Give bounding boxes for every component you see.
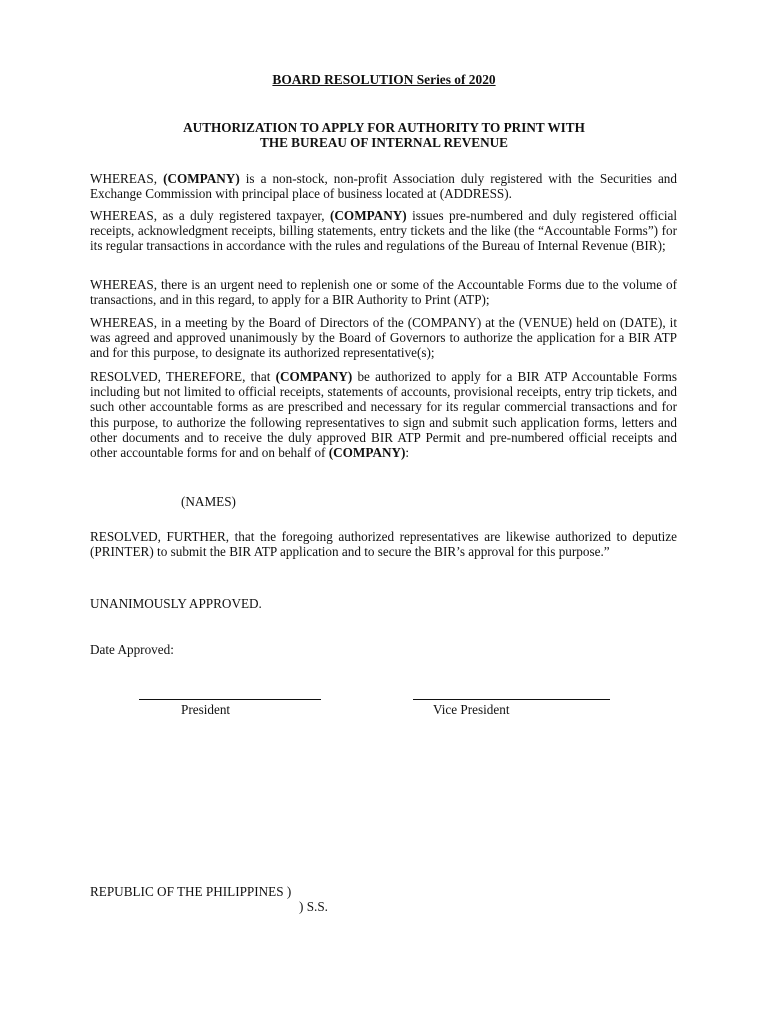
- p2-text-a: WHEREAS, as a duly registered taxpayer,: [90, 208, 331, 223]
- p1-text-c: is a non-stock, non-profit Association duly registered with the Securities and Exchange Commission with principal place of business located at (ADDRESS).: [90, 171, 677, 202]
- whereas-paragraph-2: [90, 208, 677, 254]
- p5-text-a: RESOLVED, THEREFORE, that: [90, 369, 276, 384]
- republic-venue: REPUBLIC OF THE PHILIPPINES ): [90, 884, 292, 899]
- p1-company: (COMPANY): [163, 171, 240, 186]
- president-signature-line: [139, 699, 321, 700]
- whereas-paragraph-3: WHEREAS, there is an urgent need to replenish one or some of the Accountable Forms due to the volume of transactions, and in this regard, to apply for a BIR Authority to Print (ATP);: [90, 277, 677, 308]
- resolved-further-paragraph: RESOLVED, FURTHER, that the foregoing authorized representatives are likewise authorized to deputize (PRINTER) to submit the BIR ATP application and to secure the BIR’s approval for this purpose.”: [90, 529, 677, 560]
- president-label: President: [181, 702, 231, 717]
- vice-president-signature-line: [413, 699, 610, 700]
- p1-text-a: WHEREAS,: [90, 171, 164, 186]
- p5-company: (COMPANY): [275, 369, 353, 384]
- resolution-title: BOARD RESOLUTION Series of 2020: [272, 72, 496, 87]
- p2-company: (COMPANY): [330, 208, 407, 223]
- p5-company-2: (COMPANY): [328, 445, 406, 461]
- ss-marker: ) S.S.: [299, 899, 328, 914]
- resolution-subtitle: [0, 120, 768, 150]
- p2-text-c: issues pre-numbered and duly registered official receipts, acknowledgment receipts, billing statements, entry tickets and the like (the “Accountable Forms”) for its regular transactions in accordance with the rules and regulations of the Bureau of Internal Revenue (BIR);: [90, 208, 677, 254]
- names-placeholder: (NAMES): [181, 494, 236, 509]
- p5-text-c: be authorized to apply for a BIR ATP Accountable Forms including but not limited to official receipts, statements of accounts, provisional receipts, entry trip tickets, and such other accountable forms as are prescribed and necessary for its regular commercial transactions and for this purpose, to authorize the following representatives to sign and submit such application forms, letters and other documents and to receive the duly approved BIR ATP Permit and pre-numbered official receipts and other accountable forms for and on behalf of: [90, 369, 677, 461]
- unanimously-approved: UNANIMOUSLY APPROVED.: [90, 596, 262, 611]
- vice-president-label: Vice President: [433, 702, 510, 717]
- subtitle-line-1: AUTHORIZATION TO APPLY FOR AUTHORITY TO PRINT WITH: [183, 120, 585, 135]
- whereas-paragraph-4: WHEREAS, in a meeting by the Board of Directors of the (COMPANY) at the (VENUE) held on (DATE), it was agreed and approved unanimously by the Board of Governors to authorize the application for a BIR ATP and for this purpose, to designate its authorized representative(s);: [90, 315, 677, 361]
- resolved-paragraph: [90, 369, 677, 460]
- subtitle-line-2: THE BUREAU OF INTERNAL REVENUE: [260, 135, 508, 150]
- p5-text-e: :: [405, 445, 410, 461]
- whereas-paragraph-1: [90, 171, 677, 201]
- date-approved-label: Date Approved:: [90, 642, 174, 657]
